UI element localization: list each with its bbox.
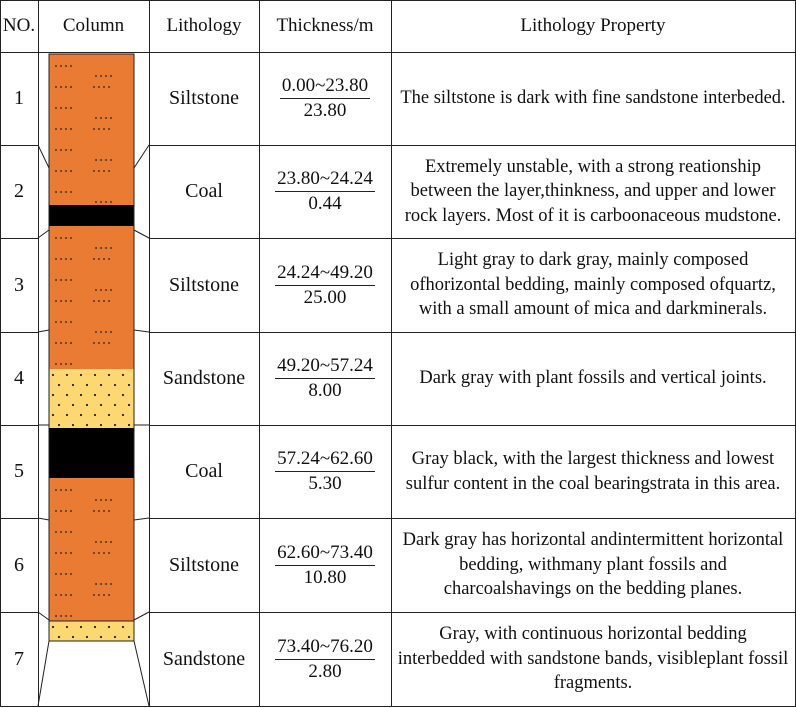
silt-dot bbox=[105, 541, 107, 543]
silt-dot bbox=[70, 65, 72, 67]
silt-dot bbox=[65, 170, 67, 172]
silt-dot bbox=[55, 149, 57, 151]
silt-dot bbox=[55, 237, 57, 239]
silt-dot bbox=[95, 541, 97, 543]
sand-dot bbox=[52, 626, 54, 628]
sand-dot bbox=[122, 374, 124, 376]
silt-dot bbox=[65, 552, 67, 554]
sand-dot bbox=[66, 394, 68, 396]
silt-dot bbox=[100, 499, 102, 501]
sand-dot bbox=[58, 384, 60, 386]
silt-dot bbox=[60, 258, 62, 260]
silt-dot bbox=[60, 128, 62, 130]
sand-dot bbox=[108, 394, 110, 396]
row-2-no: 2 bbox=[14, 180, 24, 202]
silt-dot bbox=[65, 107, 67, 109]
silt-dot bbox=[60, 489, 62, 491]
row-4-depth-range: 49.20~57.24 bbox=[275, 355, 375, 379]
silt-dot bbox=[55, 531, 57, 533]
column-connector-line bbox=[134, 145, 149, 168]
silt-dot bbox=[65, 279, 67, 281]
silt-dot bbox=[105, 247, 107, 249]
silt-dot bbox=[70, 573, 72, 575]
silt-dot bbox=[93, 86, 95, 88]
silt-dot bbox=[65, 300, 67, 302]
sand-dot bbox=[52, 394, 54, 396]
silt-dot bbox=[70, 237, 72, 239]
sand-dot bbox=[58, 404, 60, 406]
silt-dot bbox=[98, 258, 100, 260]
sandstone-layer bbox=[49, 621, 134, 641]
column-connector-line bbox=[38, 612, 49, 620]
row-2-depth-range: 23.80~24.24 bbox=[275, 168, 375, 192]
silt-dot bbox=[60, 191, 62, 193]
sand-dot bbox=[86, 424, 88, 426]
silt-dot bbox=[70, 531, 72, 533]
silt-dot bbox=[103, 170, 105, 172]
row-1-thickness-value: 23.80 bbox=[303, 100, 347, 121]
silt-dot bbox=[70, 615, 72, 617]
silt-dot bbox=[55, 300, 57, 302]
row-7-property: Gray, with continuous horizontal bedding interbedded with sandstone bands, visibleplant fossil fragments. bbox=[397, 624, 789, 694]
silt-dot bbox=[108, 342, 110, 344]
row-6-thickness bbox=[259, 518, 391, 612]
silt-dot bbox=[60, 342, 62, 344]
sand-dot bbox=[128, 384, 130, 386]
sand-dot bbox=[114, 384, 116, 386]
row-5-thickness-value: 5.30 bbox=[308, 473, 342, 494]
silt-dot bbox=[110, 159, 112, 161]
silt-dot bbox=[55, 65, 57, 67]
silt-dot bbox=[95, 159, 97, 161]
silt-dot bbox=[70, 149, 72, 151]
silt-dot bbox=[110, 201, 112, 203]
silt-dot bbox=[65, 342, 67, 344]
silt-dot bbox=[70, 510, 72, 512]
row-1-lithology: Siltstone bbox=[168, 87, 239, 109]
silt-dot bbox=[100, 289, 102, 291]
silt-dot bbox=[65, 128, 67, 130]
silt-dot bbox=[100, 583, 102, 585]
sand-dot bbox=[108, 414, 110, 416]
row-3-thickness bbox=[259, 238, 391, 332]
silt-dot bbox=[60, 531, 62, 533]
silt-dot bbox=[95, 117, 97, 119]
sand-dot bbox=[94, 414, 96, 416]
coal-seam bbox=[49, 428, 134, 478]
silt-dot bbox=[100, 159, 102, 161]
row-1-property: The siltstone is dark with fine sandstone interbeded. bbox=[400, 88, 786, 109]
silt-dot bbox=[65, 149, 67, 151]
silt-dot bbox=[55, 128, 57, 130]
sand-dot bbox=[66, 414, 68, 416]
silt-dot bbox=[100, 247, 102, 249]
silt-dot bbox=[110, 541, 112, 543]
silt-dot bbox=[70, 128, 72, 130]
silt-dot bbox=[103, 86, 105, 88]
sand-dot bbox=[128, 636, 130, 638]
sand-dot bbox=[122, 414, 124, 416]
silt-dot bbox=[110, 499, 112, 501]
silt-dot bbox=[105, 289, 107, 291]
silt-dot bbox=[55, 573, 57, 575]
silt-dot bbox=[110, 247, 112, 249]
silt-dot bbox=[93, 170, 95, 172]
sand-dot bbox=[72, 384, 74, 386]
silt-dot bbox=[55, 489, 57, 491]
sand-dot bbox=[100, 404, 102, 406]
silt-dot bbox=[108, 510, 110, 512]
silt-dot bbox=[70, 86, 72, 88]
sand-dot bbox=[114, 424, 116, 426]
silt-dot bbox=[93, 258, 95, 260]
column-connector-line bbox=[134, 518, 149, 520]
row-5-no: 5 bbox=[14, 460, 24, 482]
row-7-depth-range: 73.40~76.20 bbox=[275, 636, 375, 660]
silt-dot bbox=[60, 149, 62, 151]
sand-dot bbox=[66, 374, 68, 376]
silt-dot bbox=[55, 279, 57, 281]
sand-dot bbox=[58, 424, 60, 426]
silt-dot bbox=[70, 594, 72, 596]
row-7-lithology: Sandstone bbox=[162, 647, 246, 670]
sand-dot bbox=[80, 394, 82, 396]
silt-dot bbox=[98, 510, 100, 512]
silt-dot bbox=[65, 615, 67, 617]
sand-dot bbox=[80, 374, 82, 376]
silt-dot bbox=[95, 331, 97, 333]
silt-dot bbox=[55, 363, 57, 365]
silt-dot bbox=[105, 201, 107, 203]
silt-dot bbox=[55, 510, 57, 512]
silt-dot bbox=[70, 191, 72, 193]
column-connector-line bbox=[38, 145, 49, 168]
row-6-thickness-value: 10.80 bbox=[303, 566, 347, 588]
silt-dot bbox=[98, 170, 100, 172]
column-connector-line bbox=[38, 518, 49, 520]
silt-dot bbox=[70, 489, 72, 491]
silt-dot bbox=[108, 128, 110, 130]
silt-dot bbox=[70, 279, 72, 281]
row-3-property: Light gray to dark gray, mainly composed ofhorizontal bedding, mainly composed ofquartz, with a small amount of mica and darkminerals. bbox=[410, 250, 776, 320]
silt-dot bbox=[108, 170, 110, 172]
silt-dot bbox=[100, 117, 102, 119]
silt-dot bbox=[103, 258, 105, 260]
silt-dot bbox=[60, 552, 62, 554]
silt-dot bbox=[95, 289, 97, 291]
silt-dot bbox=[60, 279, 62, 281]
sand-dot bbox=[58, 636, 60, 638]
silt-dot bbox=[95, 499, 97, 501]
row-6-no: 6 bbox=[14, 553, 24, 576]
row-5-depth-range: 57.24~62.60 bbox=[275, 448, 375, 472]
silt-dot bbox=[98, 300, 100, 302]
silt-dot bbox=[100, 331, 102, 333]
silt-dot bbox=[70, 363, 72, 365]
sand-dot bbox=[94, 394, 96, 396]
silt-dot bbox=[103, 342, 105, 344]
silt-dot bbox=[65, 191, 67, 193]
coal-seam bbox=[49, 205, 134, 226]
row-1-no: 1 bbox=[14, 87, 24, 109]
silt-dot bbox=[95, 201, 97, 203]
silt-dot bbox=[55, 321, 57, 323]
silt-dot bbox=[103, 510, 105, 512]
silt-dot bbox=[110, 75, 112, 77]
silt-dot bbox=[110, 331, 112, 333]
sand-dot bbox=[122, 626, 124, 628]
row-5-lithology: Coal bbox=[185, 460, 223, 482]
silt-dot bbox=[70, 258, 72, 260]
silt-dot bbox=[93, 594, 95, 596]
silt-dot bbox=[70, 321, 72, 323]
silt-dot bbox=[93, 300, 95, 302]
silt-dot bbox=[105, 331, 107, 333]
column-connector-line bbox=[38, 330, 49, 332]
row-7-no: 7 bbox=[14, 647, 24, 670]
row-3-thickness-value: 25.00 bbox=[303, 286, 347, 308]
sand-dot bbox=[86, 404, 88, 406]
silt-dot bbox=[60, 594, 62, 596]
silt-dot bbox=[108, 258, 110, 260]
row-2-lithology: Coal bbox=[185, 180, 223, 202]
silt-dot bbox=[65, 237, 67, 239]
sand-dot bbox=[80, 626, 82, 628]
column-connector-line bbox=[38, 230, 49, 238]
silt-dot bbox=[103, 128, 105, 130]
sand-dot bbox=[100, 384, 102, 386]
column-connector-line bbox=[134, 641, 149, 706]
sand-dot bbox=[128, 424, 130, 426]
row-3-lithology: Siltstone bbox=[168, 273, 239, 296]
silt-dot bbox=[65, 573, 67, 575]
sand-dot bbox=[94, 374, 96, 376]
silt-dot bbox=[93, 552, 95, 554]
silt-dot bbox=[65, 65, 67, 67]
row-1-depth-range: 0.00~23.80 bbox=[280, 75, 370, 99]
sand-dot bbox=[72, 424, 74, 426]
row-6-lithology: Siltstone bbox=[168, 553, 239, 576]
silt-dot bbox=[65, 489, 67, 491]
row-3-no: 3 bbox=[14, 273, 24, 296]
silt-dot bbox=[70, 170, 72, 172]
silt-dot bbox=[70, 552, 72, 554]
siltstone-layer bbox=[49, 54, 134, 205]
sand-dot bbox=[52, 414, 54, 416]
silt-dot bbox=[103, 552, 105, 554]
row-7-thickness bbox=[259, 612, 391, 706]
silt-dot bbox=[110, 583, 112, 585]
sand-dot bbox=[72, 636, 74, 638]
sand-dot bbox=[86, 384, 88, 386]
silt-dot bbox=[70, 300, 72, 302]
silt-dot bbox=[95, 247, 97, 249]
silt-dot bbox=[55, 191, 57, 193]
silt-dot bbox=[65, 321, 67, 323]
silt-dot bbox=[60, 573, 62, 575]
header-thickness: Thickness/m bbox=[276, 15, 374, 36]
column-connector-line bbox=[134, 612, 149, 620]
silt-dot bbox=[93, 510, 95, 512]
silt-dot bbox=[110, 289, 112, 291]
siltstone-layer bbox=[49, 478, 134, 621]
silt-dot bbox=[60, 107, 62, 109]
silt-dot bbox=[93, 128, 95, 130]
sand-dot bbox=[80, 414, 82, 416]
silt-dot bbox=[105, 75, 107, 77]
silt-dot bbox=[108, 594, 110, 596]
row-5-property: Gray black, with the largest thickness and lowest sulfur content in the coal bearingstrata in this area. bbox=[405, 449, 781, 494]
column-connector-line bbox=[134, 230, 149, 238]
silt-dot bbox=[65, 86, 67, 88]
silt-dot bbox=[105, 159, 107, 161]
silt-dot bbox=[55, 552, 57, 554]
silt-dot bbox=[108, 552, 110, 554]
silt-dot bbox=[70, 107, 72, 109]
row-4-thickness-value: 8.00 bbox=[308, 380, 342, 401]
silt-dot bbox=[55, 86, 57, 88]
silt-dot bbox=[60, 510, 62, 512]
silt-dot bbox=[100, 201, 102, 203]
silt-dot bbox=[55, 258, 57, 260]
silt-dot bbox=[60, 300, 62, 302]
header-no: NO. bbox=[2, 15, 36, 36]
silt-dot bbox=[65, 363, 67, 365]
sand-dot bbox=[114, 636, 116, 638]
row-7-thickness-value: 2.80 bbox=[308, 660, 342, 682]
silt-dot bbox=[55, 594, 57, 596]
sandstone-layer bbox=[49, 369, 134, 428]
siltstone-layer bbox=[49, 226, 134, 369]
row-4-no: 4 bbox=[14, 367, 24, 389]
silt-dot bbox=[60, 65, 62, 67]
silt-dot bbox=[60, 86, 62, 88]
silt-dot bbox=[98, 342, 100, 344]
header-lithology: Lithology bbox=[166, 15, 242, 36]
silt-dot bbox=[60, 321, 62, 323]
row-5-thickness bbox=[259, 425, 391, 518]
row-2-property: Extremely unstable, with a strong reationship between the layer,thinkness, and upper and lower rock layers. Most of it is carboonaceous mudstone. bbox=[404, 156, 782, 226]
silt-dot bbox=[55, 342, 57, 344]
sand-dot bbox=[66, 626, 68, 628]
silt-dot bbox=[65, 510, 67, 512]
silt-dot bbox=[65, 594, 67, 596]
silt-dot bbox=[55, 615, 57, 617]
silt-dot bbox=[98, 594, 100, 596]
silt-dot bbox=[55, 107, 57, 109]
row-6-depth-range: 62.60~73.40 bbox=[275, 542, 375, 566]
header-column: Column bbox=[62, 15, 125, 36]
sand-dot bbox=[52, 374, 54, 376]
silt-dot bbox=[93, 342, 95, 344]
silt-dot bbox=[60, 615, 62, 617]
silt-dot bbox=[100, 541, 102, 543]
silt-dot bbox=[95, 75, 97, 77]
row-4-property: Dark gray with plant fossils and vertical joints. bbox=[419, 368, 767, 389]
silt-dot bbox=[70, 342, 72, 344]
sand-dot bbox=[108, 626, 110, 628]
silt-dot bbox=[105, 583, 107, 585]
silt-dot bbox=[108, 86, 110, 88]
row-4-lithology: Sandstone bbox=[162, 367, 246, 389]
silt-dot bbox=[60, 237, 62, 239]
silt-dot bbox=[105, 117, 107, 119]
sand-dot bbox=[128, 404, 130, 406]
silt-dot bbox=[95, 583, 97, 585]
row-3-depth-range: 24.24~49.20 bbox=[275, 262, 375, 286]
silt-dot bbox=[100, 75, 102, 77]
sand-dot bbox=[100, 424, 102, 426]
column-connector-line bbox=[134, 330, 149, 332]
silt-dot bbox=[60, 170, 62, 172]
row-6-property: Dark gray has horizontal andintermittent horizontal bedding, withmany plant fossils and charcoalshavings on the bedding planes. bbox=[402, 530, 784, 600]
silt-dot bbox=[103, 594, 105, 596]
silt-dot bbox=[98, 128, 100, 130]
sand-dot bbox=[94, 626, 96, 628]
silt-dot bbox=[105, 499, 107, 501]
row-2-thickness-value: 0.44 bbox=[308, 193, 342, 214]
silt-dot bbox=[103, 300, 105, 302]
row-1-thickness bbox=[259, 52, 391, 145]
sand-dot bbox=[122, 394, 124, 396]
silt-dot bbox=[60, 363, 62, 365]
silt-dot bbox=[110, 117, 112, 119]
sand-dot bbox=[100, 636, 102, 638]
silt-dot bbox=[65, 531, 67, 533]
silt-dot bbox=[65, 258, 67, 260]
silt-dot bbox=[55, 170, 57, 172]
sand-dot bbox=[114, 404, 116, 406]
silt-dot bbox=[98, 552, 100, 554]
header-property: Lithology Property bbox=[520, 15, 666, 36]
sand-dot bbox=[86, 636, 88, 638]
sand-dot bbox=[108, 374, 110, 376]
silt-dot bbox=[98, 86, 100, 88]
sand-dot bbox=[72, 404, 74, 406]
column-connector-line bbox=[38, 641, 49, 706]
silt-dot bbox=[108, 300, 110, 302]
row-4-thickness bbox=[259, 332, 391, 425]
row-2-thickness bbox=[259, 145, 391, 238]
